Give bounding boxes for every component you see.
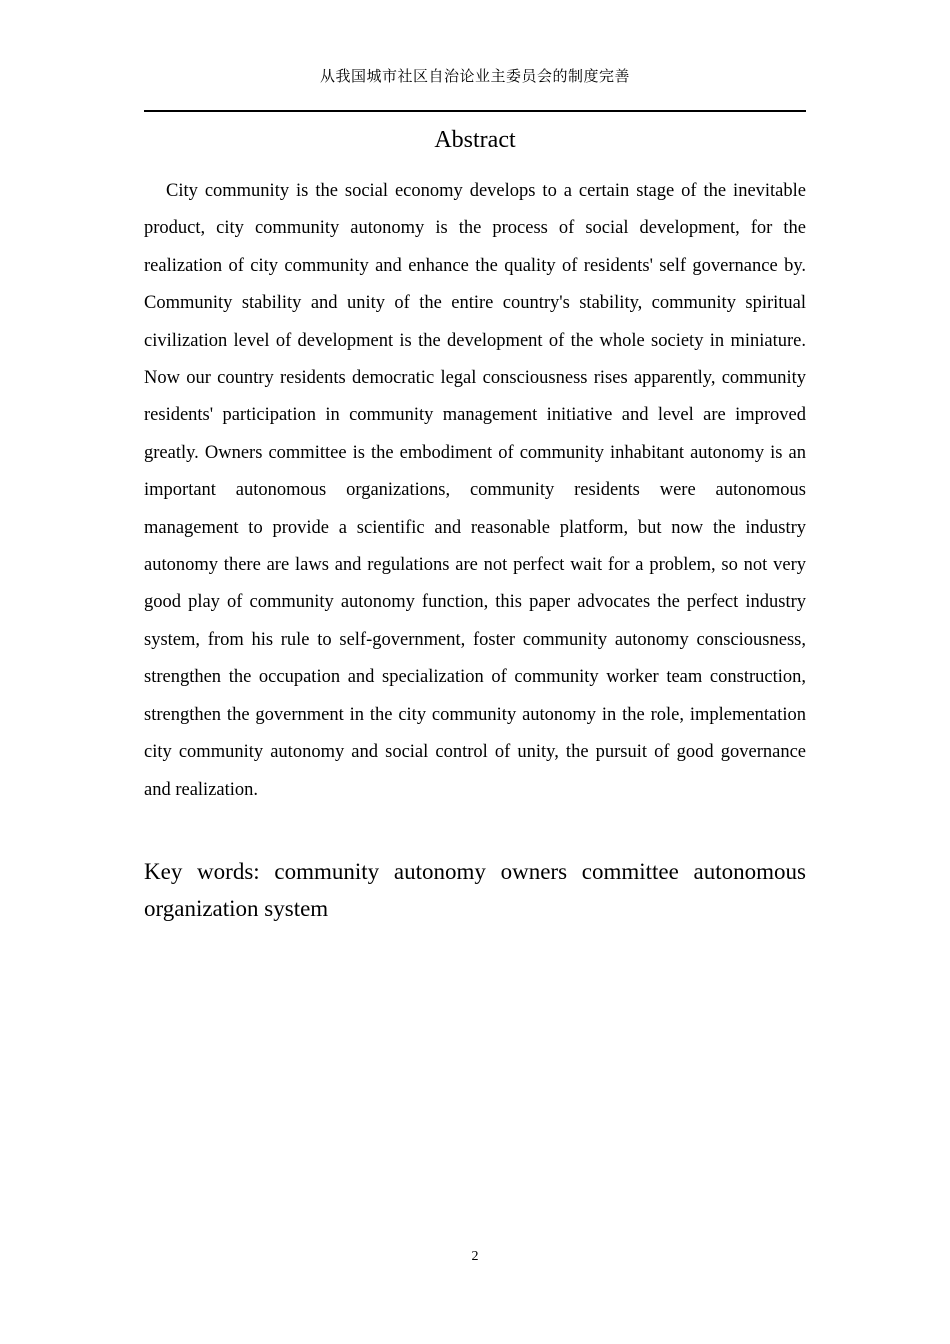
abstract-title: Abstract bbox=[434, 127, 516, 153]
page-number: 2 bbox=[471, 1249, 479, 1264]
header-divider bbox=[144, 110, 806, 112]
keywords: Key words: community autonomy owners committee autonomous organization system bbox=[144, 859, 806, 921]
abstract-body: City community is the social economy develops to a certain stage of the inevitable product, city community autonomy is the process of social development, for the realization of city community and enhance the quality of residents' self governance by. Community stability and unity of the entire country's stability, community spiritual civilization level of development is the development of the whole society in miniature. Now our country residents democratic legal consciousness rises apparently, community residents' participation in community management initiative and level are improved greatly. Owners committee is the embodiment of community inhabitant autonomy is an important autonomous organizations, community residents were autonomous management to provide a scientific and reasonable platform, but now the industry autonomy there are laws and regulations are not perfect wait for a problem, so not very good play of community autonomy function, this paper advocates the perfect industry system, from his rule to self-government, foster community autonomy consciousness, strengthen the occupation and specialization of community worker team construction, strengthen the government in the city community autonomy in the role, implementation city community autonomy and social control of unity, the pursuit of good governance and realization. bbox=[144, 181, 806, 800]
running-header: 从我国城市社区自治论业主委员会的制度完善 bbox=[319, 67, 630, 85]
